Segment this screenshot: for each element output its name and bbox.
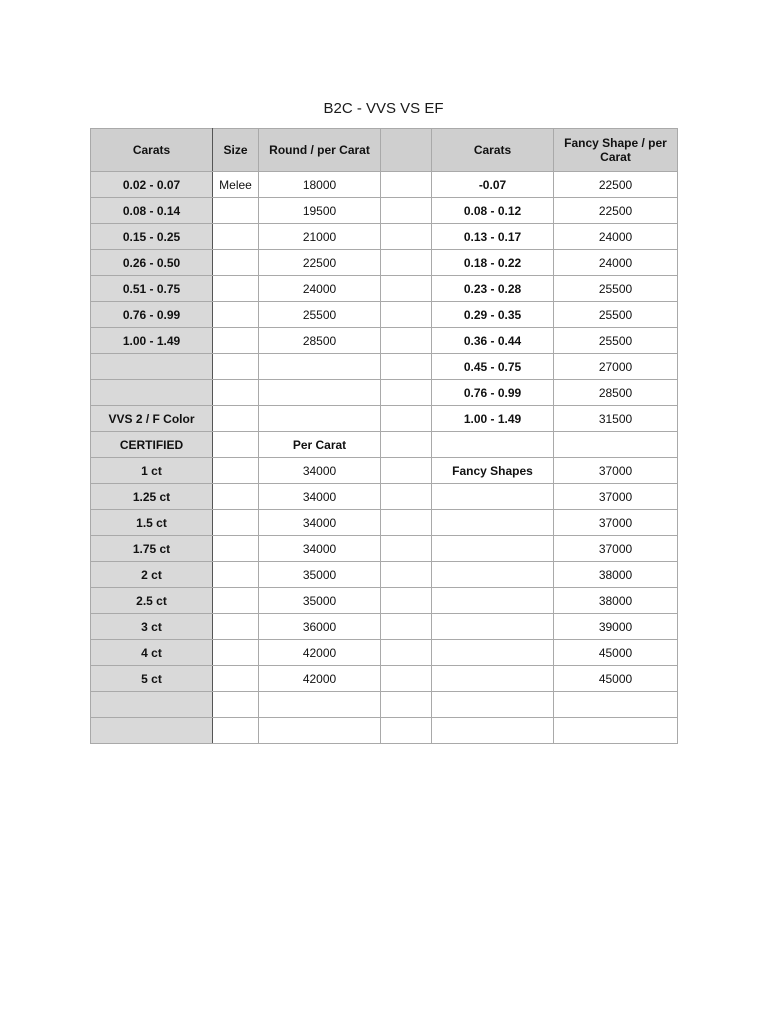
spacer-cell: [381, 276, 432, 302]
table-row: [91, 172, 678, 198]
fancy-price-cell: [554, 692, 678, 718]
size-cell: Melee: [213, 172, 259, 198]
spacer-cell: [381, 406, 432, 432]
size-cell: [213, 406, 259, 432]
carats-cell: CERTIFIED: [91, 432, 213, 458]
size-cell: [213, 224, 259, 250]
header-fancy-carats: Carats: [432, 129, 554, 172]
fancy-price-cell: 38000: [554, 588, 678, 614]
fancy-price-cell: 28500: [554, 380, 678, 406]
round-price-cell: 18000: [259, 172, 381, 198]
round-price-cell: 34000: [259, 484, 381, 510]
spacer-cell: [381, 432, 432, 458]
size-cell: [213, 380, 259, 406]
round-price-cell: [259, 354, 381, 380]
table-row: [91, 354, 678, 380]
table-row: [91, 510, 678, 536]
fancy-carats-cell: [432, 484, 554, 510]
spacer-cell: [381, 380, 432, 406]
document-title: B2C - VVS VS EF: [323, 100, 444, 117]
size-cell: [213, 328, 259, 354]
fancy-price-cell: 24000: [554, 250, 678, 276]
fancy-price-cell: 39000: [554, 614, 678, 640]
spacer-cell: [381, 588, 432, 614]
carats-cell: VVS 2 / F Color: [91, 406, 213, 432]
size-cell: [213, 614, 259, 640]
round-price-cell: 34000: [259, 510, 381, 536]
fancy-carats-cell: [432, 614, 554, 640]
fancy-carats-cell: [432, 588, 554, 614]
carats-cell: 1.00 - 1.49: [91, 328, 213, 354]
round-price-cell: Per Carat: [259, 432, 381, 458]
size-cell: [213, 458, 259, 484]
fancy-carats-cell: -0.07: [432, 172, 554, 198]
spacer-cell: [381, 692, 432, 718]
table-row: [91, 380, 678, 406]
round-price-cell: 42000: [259, 640, 381, 666]
header-row: [91, 129, 678, 172]
carats-cell: 0.51 - 0.75: [91, 276, 213, 302]
table-row: [91, 666, 678, 692]
fancy-price-cell: 37000: [554, 484, 678, 510]
fancy-carats-cell: [432, 536, 554, 562]
size-cell: [213, 484, 259, 510]
spacer-cell: [381, 198, 432, 224]
fancy-price-cell: 31500: [554, 406, 678, 432]
fancy-price-cell: [554, 718, 678, 744]
fancy-carats-cell: [432, 666, 554, 692]
fancy-price-cell: 22500: [554, 172, 678, 198]
size-cell: [213, 198, 259, 224]
spacer-cell: [381, 224, 432, 250]
table-body: [91, 172, 678, 744]
table-row: [91, 640, 678, 666]
round-price-cell: 19500: [259, 198, 381, 224]
round-price-cell: 35000: [259, 588, 381, 614]
header-fancy-shape-per-carat: Fancy Shape / per Carat: [554, 129, 678, 172]
fancy-price-cell: 25500: [554, 302, 678, 328]
table-row: [91, 198, 678, 224]
carats-cell: 1 ct: [91, 458, 213, 484]
fancy-price-cell: [554, 432, 678, 458]
table-row: [91, 250, 678, 276]
round-price-cell: 34000: [259, 536, 381, 562]
fancy-carats-cell: Fancy Shapes: [432, 458, 554, 484]
carats-cell: 1.25 ct: [91, 484, 213, 510]
fancy-carats-cell: 0.08 - 0.12: [432, 198, 554, 224]
header-round-per-carat: Round / per Carat: [259, 129, 381, 172]
table-row: [91, 536, 678, 562]
round-price-cell: 21000: [259, 224, 381, 250]
table-row: [91, 302, 678, 328]
round-price-cell: 34000: [259, 458, 381, 484]
carats-cell: 0.08 - 0.14: [91, 198, 213, 224]
fancy-price-cell: 38000: [554, 562, 678, 588]
spacer-cell: [381, 484, 432, 510]
fancy-price-cell: 37000: [554, 510, 678, 536]
fancy-carats-cell: 0.29 - 0.35: [432, 302, 554, 328]
fancy-carats-cell: [432, 718, 554, 744]
spacer-cell: [381, 302, 432, 328]
size-cell: [213, 588, 259, 614]
carats-cell: 1.75 ct: [91, 536, 213, 562]
header-carats: Carats: [91, 129, 213, 172]
round-price-cell: 28500: [259, 328, 381, 354]
round-price-cell: 25500: [259, 302, 381, 328]
fancy-price-cell: 25500: [554, 328, 678, 354]
carats-cell: [91, 718, 213, 744]
carats-cell: [91, 354, 213, 380]
round-price-cell: 24000: [259, 276, 381, 302]
spacer-cell: [381, 328, 432, 354]
size-cell: [213, 510, 259, 536]
fancy-carats-cell: 1.00 - 1.49: [432, 406, 554, 432]
table-header: [91, 129, 678, 172]
fancy-carats-cell: [432, 640, 554, 666]
fancy-carats-cell: [432, 692, 554, 718]
fancy-price-cell: 45000: [554, 666, 678, 692]
header-spacer: [381, 129, 432, 172]
round-price-cell: [259, 406, 381, 432]
table-row: [91, 406, 678, 432]
size-cell: [213, 692, 259, 718]
fancy-price-cell: 37000: [554, 458, 678, 484]
size-cell: [213, 718, 259, 744]
fancy-carats-cell: [432, 510, 554, 536]
table-row: [91, 432, 678, 458]
price-table: [90, 128, 678, 744]
size-cell: [213, 666, 259, 692]
table-row: [91, 692, 678, 718]
fancy-carats-cell: [432, 432, 554, 458]
table-row: [91, 224, 678, 250]
spacer-cell: [381, 354, 432, 380]
fancy-price-cell: 22500: [554, 198, 678, 224]
size-cell: [213, 536, 259, 562]
fancy-carats-cell: 0.18 - 0.22: [432, 250, 554, 276]
fancy-price-cell: 27000: [554, 354, 678, 380]
size-cell: [213, 640, 259, 666]
size-cell: [213, 276, 259, 302]
spacer-cell: [381, 250, 432, 276]
size-cell: [213, 432, 259, 458]
size-cell: [213, 354, 259, 380]
spacer-cell: [381, 666, 432, 692]
round-price-cell: 36000: [259, 614, 381, 640]
carats-cell: 5 ct: [91, 666, 213, 692]
round-price-cell: 42000: [259, 666, 381, 692]
carats-cell: 1.5 ct: [91, 510, 213, 536]
carats-cell: [91, 380, 213, 406]
table-row: [91, 484, 678, 510]
table-row: [91, 588, 678, 614]
carats-cell: 0.15 - 0.25: [91, 224, 213, 250]
table-row: [91, 328, 678, 354]
carats-cell: [91, 692, 213, 718]
fancy-price-cell: 45000: [554, 640, 678, 666]
header-size: Size: [213, 129, 259, 172]
table-row: [91, 458, 678, 484]
spacer-cell: [381, 718, 432, 744]
size-cell: [213, 302, 259, 328]
spacer-cell: [381, 614, 432, 640]
fancy-carats-cell: 0.13 - 0.17: [432, 224, 554, 250]
size-cell: [213, 250, 259, 276]
spacer-cell: [381, 640, 432, 666]
table-row: [91, 562, 678, 588]
carats-cell: 0.02 - 0.07: [91, 172, 213, 198]
carats-cell: 2 ct: [91, 562, 213, 588]
fancy-price-cell: 25500: [554, 276, 678, 302]
fancy-carats-cell: 0.76 - 0.99: [432, 380, 554, 406]
round-price-cell: [259, 380, 381, 406]
fancy-carats-cell: 0.45 - 0.75: [432, 354, 554, 380]
round-price-cell: [259, 718, 381, 744]
fancy-price-cell: 24000: [554, 224, 678, 250]
round-price-cell: [259, 692, 381, 718]
carats-cell: 2.5 ct: [91, 588, 213, 614]
spacer-cell: [381, 458, 432, 484]
table-row: [91, 276, 678, 302]
carats-cell: 4 ct: [91, 640, 213, 666]
spacer-cell: [381, 510, 432, 536]
spacer-cell: [381, 536, 432, 562]
spacer-cell: [381, 172, 432, 198]
table-row: [91, 614, 678, 640]
round-price-cell: 35000: [259, 562, 381, 588]
round-price-cell: 22500: [259, 250, 381, 276]
carats-cell: 0.76 - 0.99: [91, 302, 213, 328]
fancy-carats-cell: [432, 562, 554, 588]
size-cell: [213, 562, 259, 588]
carats-cell: 0.26 - 0.50: [91, 250, 213, 276]
fancy-carats-cell: 0.36 - 0.44: [432, 328, 554, 354]
table-row: [91, 718, 678, 744]
spacer-cell: [381, 562, 432, 588]
fancy-carats-cell: 0.23 - 0.28: [432, 276, 554, 302]
carats-cell: 3 ct: [91, 614, 213, 640]
fancy-price-cell: 37000: [554, 536, 678, 562]
